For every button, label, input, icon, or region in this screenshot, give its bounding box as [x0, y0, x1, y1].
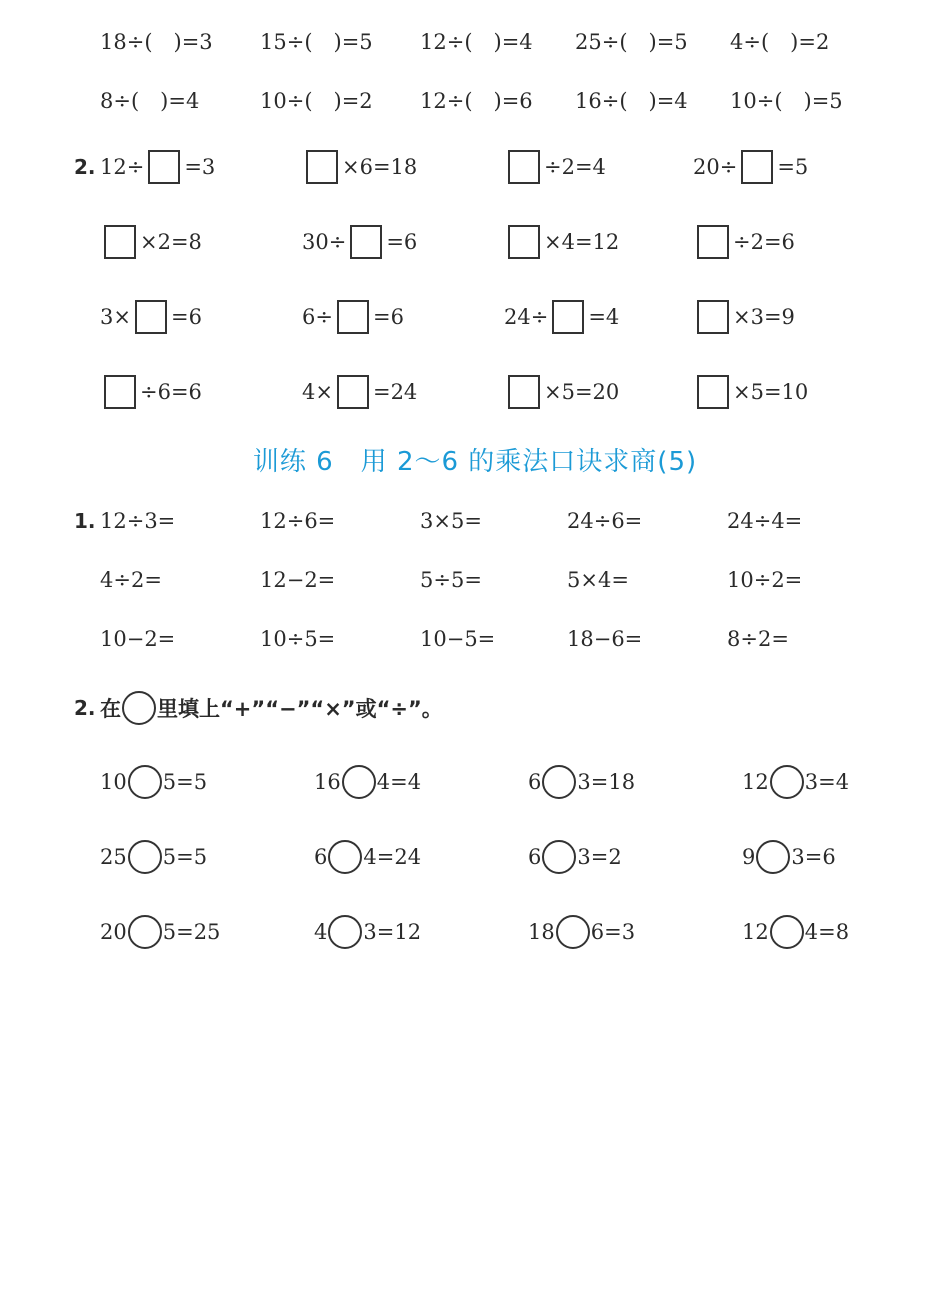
circle-equation: 6 3=2: [528, 837, 622, 877]
box-equation: 3× =6: [100, 297, 202, 337]
circle-equation: 4 3=12: [314, 912, 421, 952]
answer-circle[interactable]: [770, 765, 804, 799]
question-number: 2.: [74, 155, 96, 179]
answer-circle[interactable]: [770, 915, 804, 949]
q2-row-3: [0, 297, 950, 337]
q2-row-1: [0, 147, 950, 187]
answer-box[interactable]: [104, 375, 136, 409]
equation: 10÷( )=2: [260, 89, 373, 113]
answer-circle[interactable]: [128, 840, 162, 874]
box-equation: 4× =24: [302, 372, 417, 412]
box-equation: 12÷ =3: [100, 147, 215, 187]
answer-box[interactable]: [104, 225, 136, 259]
equation: 3×5=: [420, 509, 482, 533]
box-equation: 24÷ =4: [504, 297, 619, 337]
circle-equation: 25 5=5: [100, 837, 207, 877]
answer-circle[interactable]: [328, 840, 362, 874]
circle-equation: 10 5=5: [100, 762, 207, 802]
answer-circle[interactable]: [128, 915, 162, 949]
box-equation: ÷2=6: [693, 222, 795, 262]
circle-equation: 9 3=6: [742, 837, 836, 877]
circle-equation: 20 5=25: [100, 912, 220, 952]
section-title: 训练 6 用 2～6 的乘法口诀求商(5): [252, 447, 698, 477]
top-row-2: [0, 80, 950, 120]
answer-box[interactable]: [697, 300, 729, 334]
box-equation: ÷2=4: [504, 147, 606, 187]
box-equation: ×4=12: [504, 222, 619, 262]
answer-circle[interactable]: [342, 765, 376, 799]
question-number: 1.: [74, 509, 96, 533]
circle-equation: 12 3=4: [742, 762, 849, 802]
box-equation: 30÷ =6: [302, 222, 417, 262]
q2-row-4: [0, 372, 950, 412]
s1-row-1: [0, 501, 950, 541]
equation: 12÷3=: [100, 509, 176, 533]
equation: 12÷6=: [260, 509, 336, 533]
box-equation: 6÷ =6: [302, 297, 404, 337]
answer-circle[interactable]: [542, 840, 576, 874]
answer-box[interactable]: [350, 225, 382, 259]
box-equation: ×5=20: [504, 372, 619, 412]
s1-row-2: [0, 560, 950, 600]
equation: 25÷( )=5: [575, 30, 688, 54]
s2-row-3: [0, 912, 950, 952]
box-equation: ×2=8: [100, 222, 202, 262]
box-equation: 20÷ =5: [693, 147, 808, 187]
answer-box[interactable]: [697, 375, 729, 409]
s2-instruction: 在 里填上“+”“−”“×”或“÷”。: [100, 688, 443, 728]
equation: 10−2=: [100, 627, 176, 651]
equation: 12÷( )=6: [420, 89, 533, 113]
circle-equation: 6 3=18: [528, 762, 635, 802]
equation: 8÷2=: [727, 627, 789, 651]
equation: 4÷2=: [100, 568, 162, 592]
box-equation: ×5=10: [693, 372, 808, 412]
box-equation: ÷6=6: [100, 372, 202, 412]
s1-row-3: [0, 619, 950, 659]
answer-circle[interactable]: [328, 915, 362, 949]
circle-equation: 6 4=24: [314, 837, 421, 877]
answer-box[interactable]: [337, 300, 369, 334]
equation: 16÷( )=4: [575, 89, 688, 113]
answer-box[interactable]: [148, 150, 180, 184]
equation: 12−2=: [260, 568, 336, 592]
equation: 8÷( )=4: [100, 89, 200, 113]
circle-icon: [122, 691, 156, 725]
equation: 12÷( )=4: [420, 30, 533, 54]
answer-box[interactable]: [508, 150, 540, 184]
equation: 24÷4=: [727, 509, 803, 533]
answer-box[interactable]: [135, 300, 167, 334]
circle-equation: 18 6=3: [528, 912, 635, 952]
s2-row-1: [0, 762, 950, 802]
circle-equation: 16 4=4: [314, 762, 421, 802]
answer-box[interactable]: [508, 225, 540, 259]
equation: 5×4=: [567, 568, 629, 592]
answer-circle[interactable]: [542, 765, 576, 799]
equation: 10÷( )=5: [730, 89, 843, 113]
answer-box[interactable]: [306, 150, 338, 184]
answer-circle[interactable]: [556, 915, 590, 949]
equation: 10÷5=: [260, 627, 336, 651]
equation: 24÷6=: [567, 509, 643, 533]
answer-box[interactable]: [508, 375, 540, 409]
equation: 10−5=: [420, 627, 496, 651]
equation: 15÷( )=5: [260, 30, 373, 54]
equation: 18−6=: [567, 627, 643, 651]
answer-circle[interactable]: [128, 765, 162, 799]
question-number: 2.: [74, 696, 96, 720]
answer-box[interactable]: [697, 225, 729, 259]
box-equation: ×3=9: [693, 297, 795, 337]
circle-equation: 12 4=8: [742, 912, 849, 952]
equation: 18÷( )=3: [100, 30, 213, 54]
top-row-1: [0, 21, 950, 61]
equation: 10÷2=: [727, 568, 803, 592]
equation: 4÷( )=2: [730, 30, 830, 54]
s2-row-2: [0, 837, 950, 877]
answer-box[interactable]: [337, 375, 369, 409]
answer-box[interactable]: [741, 150, 773, 184]
equation: 5÷5=: [420, 568, 482, 592]
answer-circle[interactable]: [756, 840, 790, 874]
answer-box[interactable]: [552, 300, 584, 334]
q2-row-2: [0, 222, 950, 262]
box-equation: ×6=18: [302, 147, 417, 187]
